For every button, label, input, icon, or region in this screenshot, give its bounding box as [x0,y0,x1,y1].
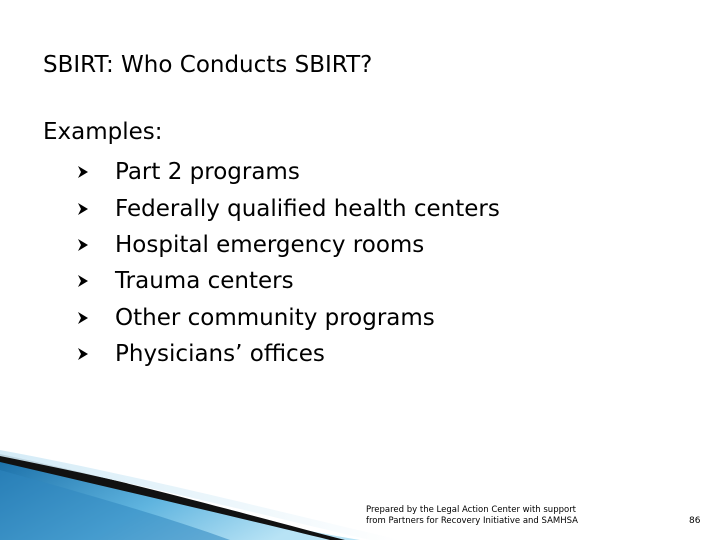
bullet-text: Federally qualified health centers [115,195,500,222]
slide-title: SBIRT: Who Conducts SBIRT? [43,52,373,78]
page-number: 86 [689,516,701,526]
bullet-text: Physicians’ offices [115,341,325,368]
footer-credit [366,505,578,527]
arrowhead-bullet-icon [78,203,115,215]
bullet-text: Trauma centers [115,268,294,295]
footer-credit-line: from Partners for Recovery Initiative and SAMHSA [366,516,578,526]
list-item [78,227,500,263]
footer-credit-line: Prepared by the Legal Action Center with support [366,505,577,515]
list-item [78,300,500,336]
list-item [78,263,500,299]
list-item [78,336,500,372]
bullet-text: Part 2 programs [115,159,300,186]
arrowhead-bullet-icon [78,239,115,251]
arrowhead-bullet-icon [78,348,115,360]
list-item [78,154,500,190]
bullet-text: Other community programs [115,304,435,331]
examples-heading: Examples: [43,119,163,145]
arrowhead-bullet-icon [78,312,115,324]
decorative-swoosh [0,440,420,540]
bullet-list [78,154,500,372]
arrowhead-bullet-icon [78,166,115,178]
list-item [78,190,500,226]
bullet-text: Hospital emergency rooms [115,231,425,258]
arrowhead-bullet-icon [78,275,115,287]
